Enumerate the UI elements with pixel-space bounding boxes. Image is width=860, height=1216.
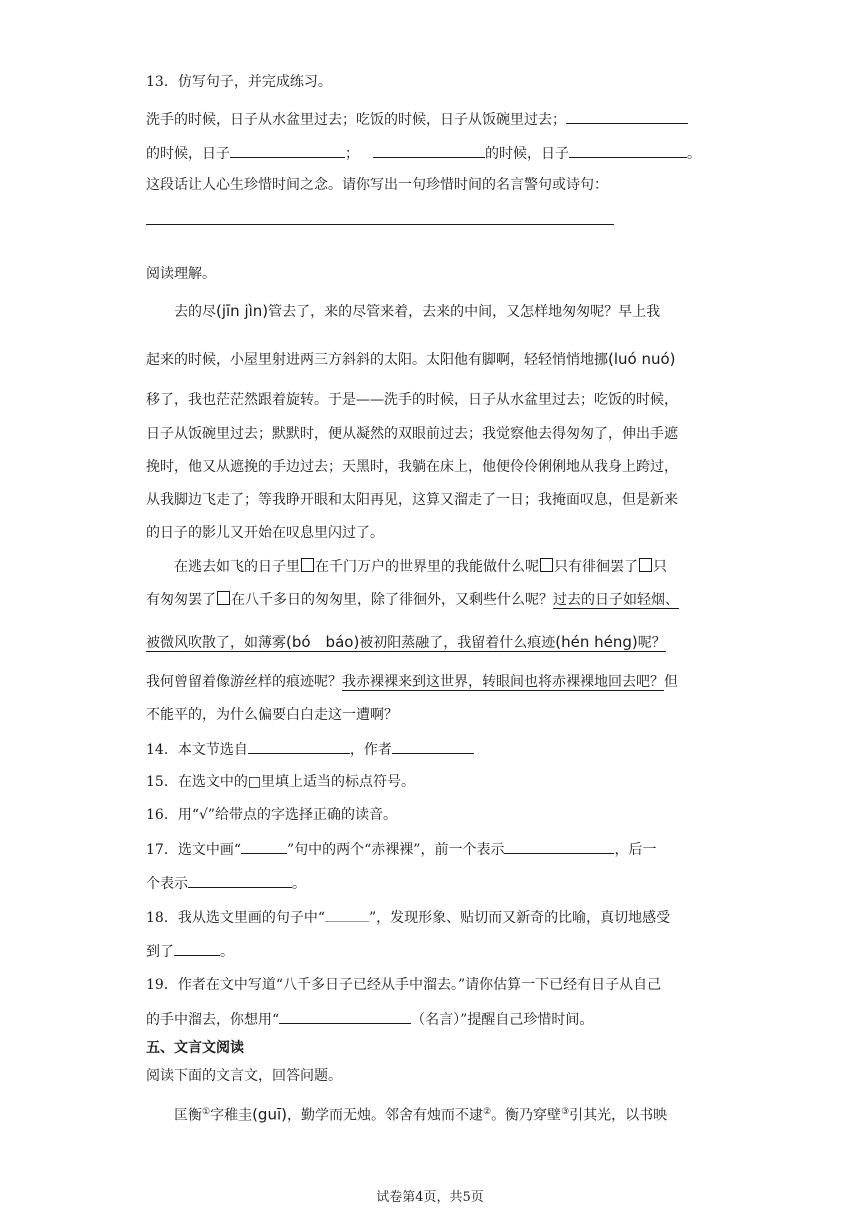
question-16: 16．用“√”给带点的字选择正确的读音。 (146, 807, 398, 823)
q13-text: ； (345, 146, 359, 162)
reading-heading: 阅读理解。 (146, 266, 216, 282)
question-18-cont: 到了 。 (146, 941, 234, 962)
question-19-cont: 的手中溜去，你想用“ （名言）”提醒自己珍惜时间。 (146, 1009, 593, 1030)
q13-text: 的时候，日子 (146, 146, 230, 162)
page-footer: 试卷第4页，共5页 (376, 1190, 484, 1205)
passage-line: 起来的时候，小屋里射进两三方斜斜的太阳。太阳他有脚啊，轻轻悄悄地挪(luó nuó) (146, 350, 676, 368)
pinyin-choice[interactable]: (bó báo) (286, 633, 360, 651)
answer-blank[interactable] (373, 143, 485, 158)
question-17: 17．选文中画“ ”句中的两个“赤裸裸”，前一个表示 ，后一 (146, 839, 656, 860)
q13-line2 (146, 143, 701, 164)
answer-blank[interactable] (569, 143, 687, 158)
question-15: 15．在选文中的□里填上适当的标点符号。 (146, 774, 416, 790)
answer-line[interactable] (146, 224, 614, 225)
answer-blank[interactable] (174, 941, 220, 956)
punctuation-box[interactable] (639, 558, 652, 572)
question-17-cont: 个表示 。 (146, 873, 306, 894)
pinyin-choice[interactable]: (hén héng) (555, 633, 638, 651)
passage-line (146, 632, 666, 653)
pinyin-choice[interactable]: (luó nuó) (608, 350, 676, 368)
punctuation-box[interactable] (217, 591, 230, 605)
question-19: 19．作者在文中写道“八千多日子已经从手中溜去。”请你估算一下已经有日子从自己 (146, 977, 662, 993)
question-14: 14．本文节选自 ，作者 (146, 739, 474, 760)
section-intro: 阅读下面的文言文，回答问题。 (146, 1068, 342, 1084)
q13-line1 (146, 109, 688, 130)
passage-line: 移了，我也茫茫然跟着旋转。于是——洗手的时候，日子从水盆里过去；吃饭的时候， (146, 392, 678, 408)
answer-blank[interactable] (325, 907, 369, 922)
answer-blank[interactable] (230, 143, 345, 158)
answer-blank[interactable] (248, 739, 350, 754)
punctuation-box[interactable] (540, 558, 553, 572)
q13-text: 洗手的时候，日子从水盆里过去；吃饭的时候，日子从饭碗里过去； (146, 112, 566, 128)
answer-blank[interactable] (188, 873, 292, 888)
passage-line: 日子从饭碗里过去；默默时，便从凝然的双眼前过去；我觉察他去得匆匆了，伸出手遮 (146, 426, 678, 442)
passage-line: 不能平的，为什么偏要白白走这一遭啊？ (146, 707, 398, 723)
pinyin-choice[interactable]: (jīn jìn) (216, 302, 269, 320)
passage-line: 挽时，他又从遮挽的手边过去；天黑时，我躺在床上，他便伶伶俐俐地从我身上跨过， (146, 459, 678, 475)
answer-blank[interactable] (241, 839, 287, 854)
underlined-sentence: 我赤裸裸来到这世界，转眼间也将赤裸裸地回去吧？ (342, 674, 664, 690)
underlined-sentence: 过去的日子如轻烟、 (553, 592, 679, 608)
passage-line: 的日子的影儿又开始在叹息里闪过了。 (146, 525, 384, 541)
q13-title: 13．仿写句子，并完成练习。 (146, 74, 332, 90)
passage-line: 有匆匆罢了 在八千多日的匆匆里，除了徘徊外，又剩些什么呢？过去的日子如轻烟、 (146, 592, 679, 608)
passage-line: 从我脚边飞走了；等我睁开眼和太阳再见，这算又溜走了一日；我掩面叹息，但是新来 (146, 492, 678, 508)
passage-line: 我何曾留着像游丝样的痕迹呢？我赤裸裸来到这世界，转眼间也将赤裸裸地回去吧？但 (146, 674, 678, 690)
answer-blank[interactable] (279, 1009, 411, 1024)
underlined-sentence: 被微风吹散了，如薄雾(bó báo)被初阳蒸融了，我留着什么痕迹(hén héng)呢？ (146, 633, 666, 651)
section-heading: 五、文言文阅读 (146, 1040, 244, 1056)
answer-blank[interactable] (504, 839, 614, 854)
punctuation-box[interactable] (301, 558, 314, 572)
q13-line3: 这段话让人心生珍惜时间之念。请你写出一句珍惜时间的名言警句或诗句： (146, 177, 608, 193)
passage-line: 去的尽(jīn jìn)管去了，来的尽管来着，去来的中间，又怎样地匆匆呢？早上我 (174, 302, 661, 320)
q13-text: 的时候，日子 (485, 146, 569, 162)
answer-blank[interactable] (566, 109, 688, 124)
question-18: 18．我从选文里画的句子中“ ”，发现形象、贴切而又新奇的比喻，真切地感受 (146, 907, 670, 928)
classical-text-line: 匡衡①字稚圭(guī)，勤学而无烛。邻舍有烛而不逮②。衡乃穿壁③引其光，以书映 (174, 1105, 668, 1124)
q13-text: 。 (687, 146, 701, 162)
answer-blank[interactable] (392, 739, 474, 754)
passage-line: 在逃去如飞的日子里 在千门万户的世界里的我能做什么呢 只有徘徊罢了 只 (174, 559, 667, 575)
